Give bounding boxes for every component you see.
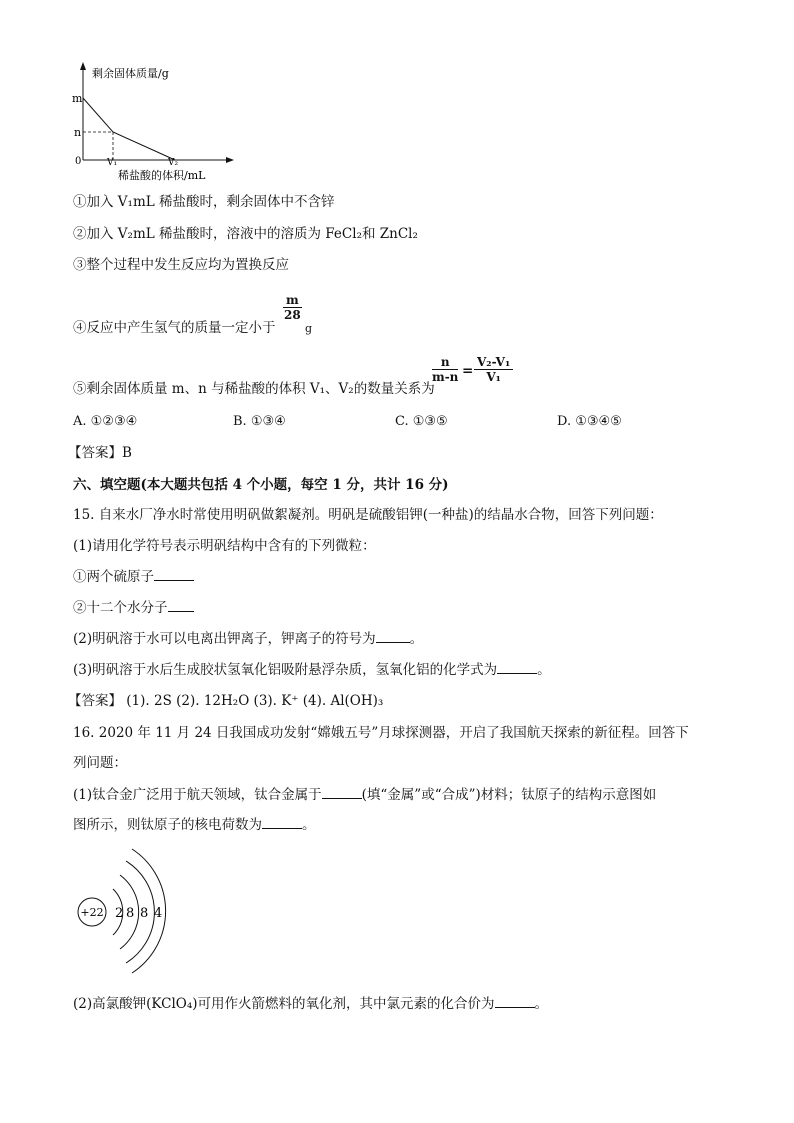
answer-14: 【答案】B bbox=[68, 445, 132, 461]
answer-blank[interactable] bbox=[154, 568, 194, 581]
option-c: C. ①③⑤ bbox=[395, 414, 448, 429]
titanium-atom-diagram bbox=[70, 845, 180, 975]
fraction-numerator: m bbox=[283, 293, 302, 308]
v1-label: V₁ bbox=[107, 158, 118, 168]
q15-answer: 【答案】 (1). 2S (2). 12H₂O (3). K⁺ (4). Al(OH)₃ bbox=[68, 693, 384, 709]
statement-5 bbox=[73, 380, 435, 398]
residual-mass-graph bbox=[70, 60, 290, 185]
statement-1: ①加入 V₁mL 稀盐酸时，剩余固体中不含锌 bbox=[73, 194, 335, 210]
q15-stem: 15. 自来水厂净水时常使用明矾做絮凝剂。明矾是硫酸铝钾(一种盐)的结晶水合物，回答下列问题： bbox=[73, 507, 663, 523]
q15-part2-text: (2)明矾溶于水可以电离出钾离子，钾离子的符号为 bbox=[73, 631, 376, 647]
answer-blank[interactable] bbox=[497, 661, 537, 674]
statement-4-text: ④反应中产生氢气的质量一定小于 bbox=[73, 320, 276, 336]
period: 。 bbox=[302, 817, 316, 833]
statement-5-text: ⑤剩余固体质量 m、n 与稀盐酸的体积 V₁、V₂的数量关系为 bbox=[73, 381, 435, 397]
period: 。 bbox=[409, 631, 424, 647]
answer-blank[interactable] bbox=[495, 995, 535, 1008]
origin-label: 0 bbox=[75, 156, 82, 167]
answer-blank[interactable] bbox=[168, 599, 194, 612]
y-axis-arrow bbox=[80, 62, 86, 70]
shell-electrons-2: 8 bbox=[126, 906, 135, 921]
q16-stem-line1: 16. 2020 年 11 月 24 日我国成功发射“嫦娥五号”月球探测器，开启了我国航天探索的新征程。回答下 bbox=[73, 725, 689, 741]
fraction-denominator: 28 bbox=[284, 308, 301, 322]
q16-part2 bbox=[73, 995, 548, 1013]
equals-sign: = bbox=[462, 363, 474, 379]
option-b: B. ①③④ bbox=[233, 414, 286, 429]
fraction-denominator: V₁ bbox=[486, 370, 501, 384]
section-title: 六、填空题(本大题共包括 4 个小题，每空 1 分，共计 16 分) bbox=[73, 477, 449, 493]
shell-electrons-1: 2 bbox=[115, 906, 124, 921]
q15-part3-text: (3)明矾溶于水后生成胶状氢氧化铝吸附悬浮杂质，氢氧化铝的化学式为 bbox=[73, 662, 498, 678]
statement-5-right-fraction bbox=[474, 355, 513, 385]
n-label: n bbox=[74, 126, 82, 139]
q16-part1-line2-text: 图所示，则钛原子的核电荷数为 bbox=[73, 817, 262, 833]
fraction-numerator: n bbox=[432, 355, 458, 370]
q16-stem-line2: 列问题： bbox=[73, 755, 127, 771]
period: 。 bbox=[534, 996, 549, 1012]
answer-blank[interactable] bbox=[376, 630, 410, 643]
q15-part1a-text: ①两个硫原子 bbox=[73, 569, 154, 585]
v2-label: V₂ bbox=[168, 158, 179, 168]
y-axis-label: 剩余固体质量/g bbox=[92, 67, 169, 80]
x-axis-label: 稀盐酸的体积/mL bbox=[118, 169, 206, 182]
q15-part2 bbox=[73, 630, 423, 648]
answer-blank[interactable] bbox=[262, 816, 302, 829]
nucleus-charge: +22 bbox=[80, 906, 104, 919]
shell-electrons-4: 4 bbox=[154, 906, 163, 921]
statement-2: ②加入 V₂mL 稀盐酸时，溶液中的溶质为 FeCl₂和 ZnCl₂ bbox=[73, 226, 418, 242]
answer-blank[interactable] bbox=[322, 786, 362, 799]
q15-part3 bbox=[73, 661, 551, 679]
fraction-denominator: m-n bbox=[432, 370, 459, 384]
statement-4 bbox=[73, 319, 276, 337]
statement-3: ③整个过程中发生反应均为置换反应 bbox=[73, 257, 289, 273]
q16-part1-text-b: (填“金属”或“合成”)材料；钛原子的结构示意图如 bbox=[361, 787, 657, 803]
statement-4-fraction bbox=[283, 293, 302, 323]
q16-part1-text-a: (1)钛合金广泛用于航天领域，钛合金属于 bbox=[73, 787, 322, 803]
q16-part1-line1 bbox=[73, 786, 656, 804]
q15-part1a bbox=[73, 568, 194, 586]
q16-part1-line2 bbox=[73, 816, 316, 834]
shell-electrons-3: 8 bbox=[140, 906, 149, 921]
mass-curve bbox=[83, 98, 175, 160]
period: 。 bbox=[537, 662, 551, 678]
option-d: D. ①③④⑤ bbox=[557, 414, 622, 429]
q15-part1b-text: ②十二个水分子 bbox=[73, 600, 168, 616]
m-label: m bbox=[72, 92, 83, 105]
q15-part1b bbox=[73, 599, 194, 617]
q16-part2-text: (2)高氯酸钾(KClO₄)可用作火箭燃料的氧化剂，其中氯元素的化合价为 bbox=[73, 996, 495, 1012]
statement-4-unit: g bbox=[305, 322, 313, 335]
q15-part1: (1)请用化学符号表示明矾结构中含有的下列微粒： bbox=[73, 538, 376, 554]
statement-5-left-fraction bbox=[432, 355, 458, 385]
x-axis-arrow bbox=[226, 157, 234, 163]
option-a: A. ①②③④ bbox=[73, 414, 138, 429]
fraction-numerator: V₂-V₁ bbox=[474, 355, 513, 370]
